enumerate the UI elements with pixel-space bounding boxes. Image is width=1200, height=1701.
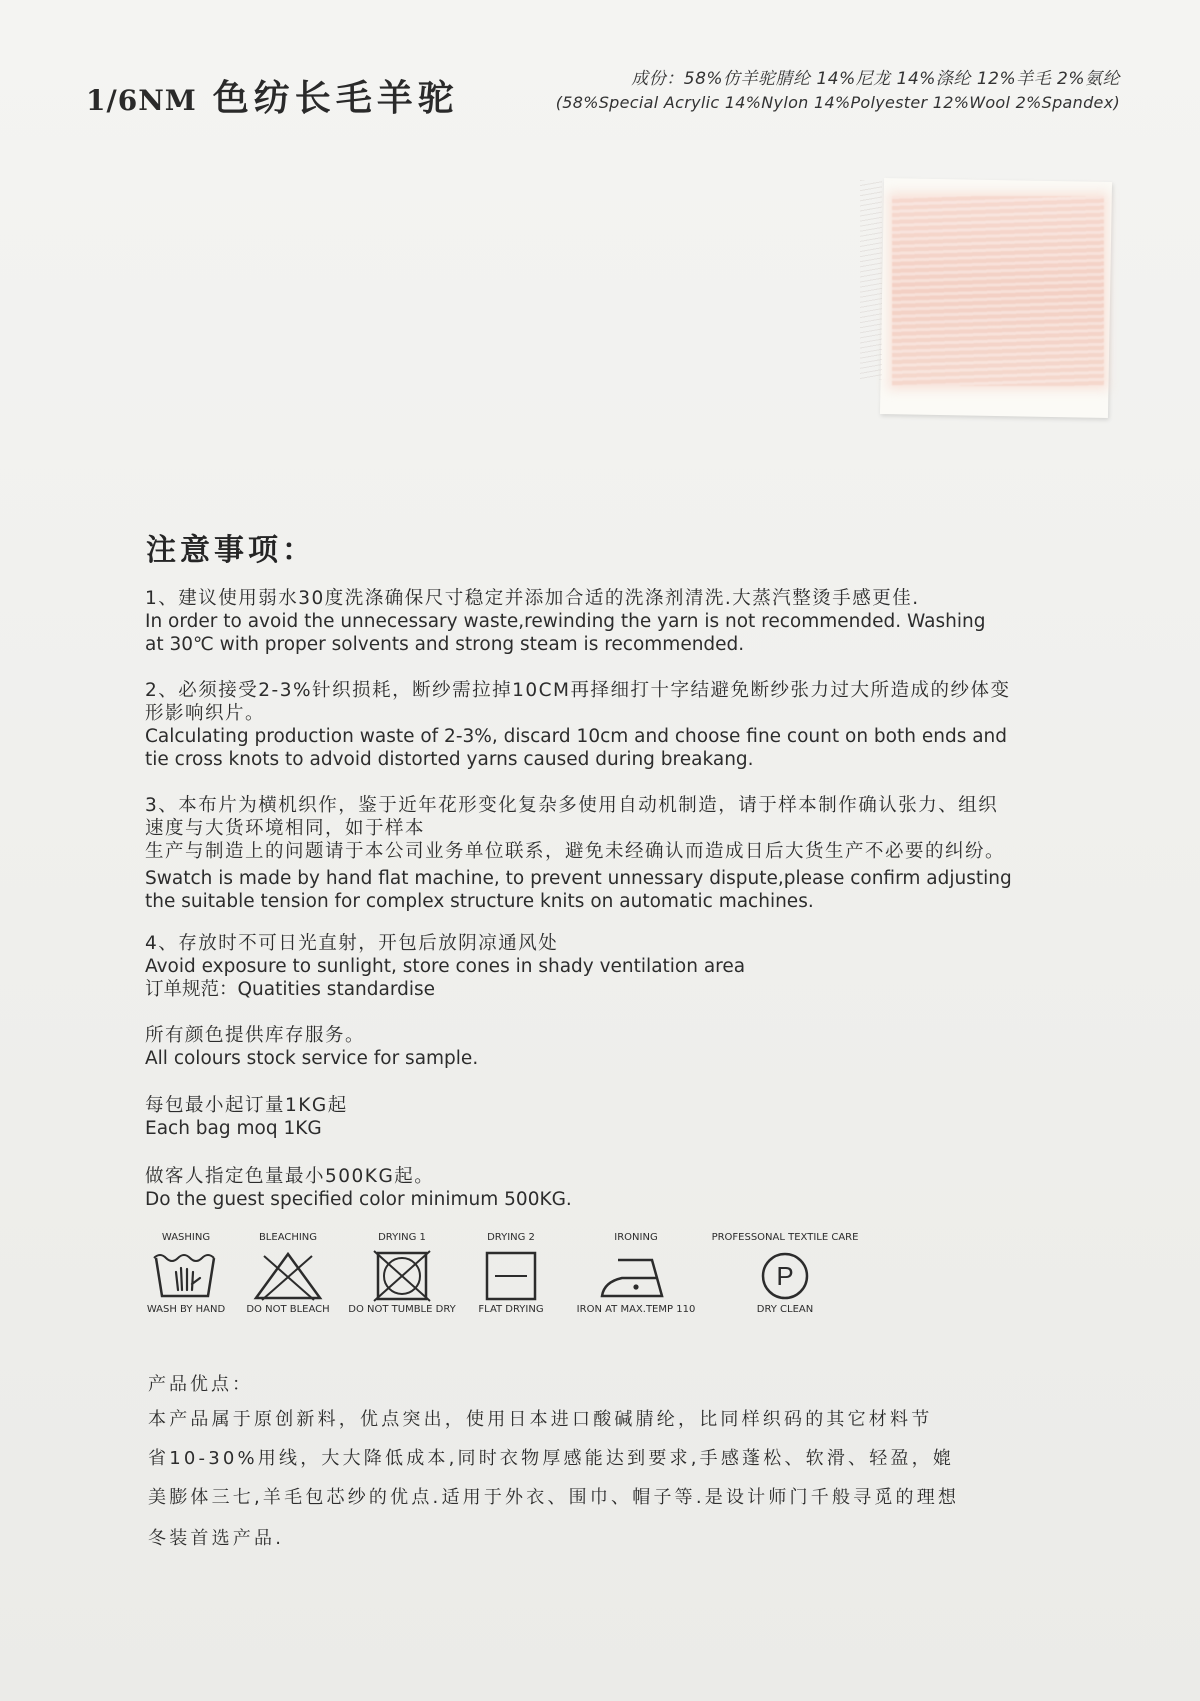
care-symbols bbox=[140, 1232, 900, 1322]
guest-en: Do the guest specified color minimum 500KG. bbox=[145, 1189, 572, 1210]
note-2-en-line2: tie cross knots to advoid distorted yarns caused during breakang. bbox=[145, 749, 754, 770]
flat-dry-icon bbox=[475, 1250, 547, 1302]
product-name: 色纺长毛羊驼 bbox=[212, 78, 459, 119]
care-drying-2-label: FLAT DRYING bbox=[478, 1304, 544, 1315]
care-washing-title: WASHING bbox=[161, 1232, 211, 1243]
care-drying-2 bbox=[466, 1232, 556, 1318]
note-item-3 bbox=[145, 794, 1075, 913]
dry-clean-letter: P bbox=[776, 1261, 794, 1291]
do-not-bleach-icon bbox=[252, 1250, 324, 1302]
note-item-4 bbox=[145, 932, 1075, 1001]
yarn-swatch bbox=[882, 180, 1110, 416]
order-standard: 订单规范：Quatities standardise bbox=[145, 979, 436, 1000]
note-3-en-line2: the suitable tension for complex structure knits on automatic machines. bbox=[145, 891, 814, 912]
moq-en: Each bag moq 1KG bbox=[145, 1118, 322, 1139]
care-ironing bbox=[576, 1232, 696, 1318]
care-bleaching-title: BLEACHING bbox=[258, 1232, 318, 1243]
note-2-cn-line2: 形影响织片。 bbox=[145, 703, 266, 724]
care-bleaching-label: DO NOT BLEACH bbox=[246, 1304, 330, 1315]
care-professional bbox=[700, 1232, 870, 1318]
care-ironing-title: IRONING bbox=[614, 1232, 658, 1243]
composition-en: (58%Special Acrylic 14%Nylon 14%Polyester 12%Wool 2%Spandex) bbox=[555, 93, 1120, 112]
composition-cn: 成份：58%仿羊驼腈纶 14%尼龙 14%涤纶 12%羊毛 2%氨纶 bbox=[631, 69, 1120, 89]
care-drying-1-label: DO NOT TUMBLE DRY bbox=[348, 1304, 456, 1315]
advantages-line-1: 本产品属于原创新料，优点突出，使用日本进口酸碱腈纶，比同样织码的其它材料节 bbox=[148, 1409, 933, 1430]
notes-heading: 注意事项： bbox=[146, 533, 316, 568]
stock-en: All colours stock service for sample. bbox=[145, 1048, 479, 1069]
care-ironing-label: IRON AT MAX.TEMP 110 bbox=[576, 1304, 696, 1315]
note-2-en-line1: Calculating production waste of 2-3%, discard 10cm and choose fine count on both ends and bbox=[145, 726, 1008, 747]
care-washing bbox=[138, 1232, 234, 1318]
advantages-title: 产品优点： bbox=[148, 1374, 253, 1395]
moq-info bbox=[145, 1094, 1075, 1140]
moq-cn: 每包最小起订量1KG起 bbox=[145, 1095, 348, 1116]
note-3-cn-line2: 速度与大货环境相同，如于样本 bbox=[145, 818, 426, 839]
care-drying-1-title: DRYING 1 bbox=[378, 1232, 426, 1243]
product-code: 1/6NM bbox=[86, 84, 197, 117]
note-3-cn-line1: 3、本布片为横机织作，鉴于近年花形变化复杂多使用自动机制造，请于样本制作确认张力、组织 bbox=[145, 795, 999, 816]
note-item-2 bbox=[145, 679, 1075, 771]
note-2-cn-line1: 2、必须接受2-3%针织损耗，断纱需拉掉10CM再择细打十字结避免断纱张力过大所造成的纱体变 bbox=[145, 680, 1011, 701]
do-not-tumble-dry-icon bbox=[366, 1250, 438, 1302]
stock-cn: 所有颜色提供库存服务。 bbox=[145, 1025, 366, 1046]
guest-cn: 做客人指定色量最小500KG起。 bbox=[145, 1166, 435, 1187]
note-3-en-line1: Swatch is made by hand flat machine, to prevent unnessary dispute,please confirm adjusting bbox=[145, 868, 1012, 889]
care-drying-2-title: DRYING 2 bbox=[487, 1232, 535, 1243]
swatch-fringe bbox=[860, 180, 882, 380]
care-professional-label: DRY CLEAN bbox=[756, 1304, 814, 1315]
note-1-cn: 1、建议使用弱水30度洗涤确保尺寸稳定并添加合适的洗涤剂清洗.大蒸汽整烫手感更佳. bbox=[145, 588, 920, 609]
note-3-cn-line3: 生产与制造上的问题请于本公司业务单位联系，避免未经确认而造成日后大货生产不必要的纠纷。 bbox=[145, 841, 1006, 862]
stock-service bbox=[145, 1024, 1075, 1070]
advantages-line-4: 冬装首选产品. bbox=[148, 1528, 285, 1549]
care-professional-title: PROFESSONAL TEXTILE CARE bbox=[711, 1232, 859, 1243]
care-drying-1 bbox=[344, 1232, 460, 1318]
hand-wash-icon bbox=[150, 1250, 222, 1302]
advantages-line-3: 美膨体三七,羊毛包芯纱的优点.适用于外衣、围巾、帽子等.是设计师门千般寻觅的理想 bbox=[148, 1487, 960, 1508]
care-bleaching bbox=[238, 1232, 338, 1318]
dry-clean-p-icon bbox=[749, 1250, 821, 1302]
swatch-yarn-sample bbox=[892, 196, 1104, 386]
note-1-en-line2: at 30℃ with proper solvents and strong steam is recommended. bbox=[145, 634, 745, 655]
guest-color-min bbox=[145, 1165, 1075, 1211]
product-title bbox=[86, 70, 459, 121]
note-4-en: Avoid exposure to sunlight, store cones in shady ventilation area bbox=[145, 956, 746, 977]
note-4-cn: 4、存放时不可日光直射，开包后放阴凉通风处 bbox=[145, 933, 559, 954]
iron-low-icon bbox=[596, 1250, 676, 1302]
note-1-en-line1: In order to avoid the unnecessary waste,rewinding the yarn is not recommended. Washing bbox=[145, 611, 986, 632]
care-washing-label: WASH BY HAND bbox=[146, 1304, 226, 1315]
advantages-line-2: 省10-30%用线，大大降低成本,同时衣物厚感能达到要求,手感蓬松、软滑、轻盈，媲 bbox=[148, 1448, 955, 1469]
note-item-1 bbox=[145, 587, 1075, 656]
